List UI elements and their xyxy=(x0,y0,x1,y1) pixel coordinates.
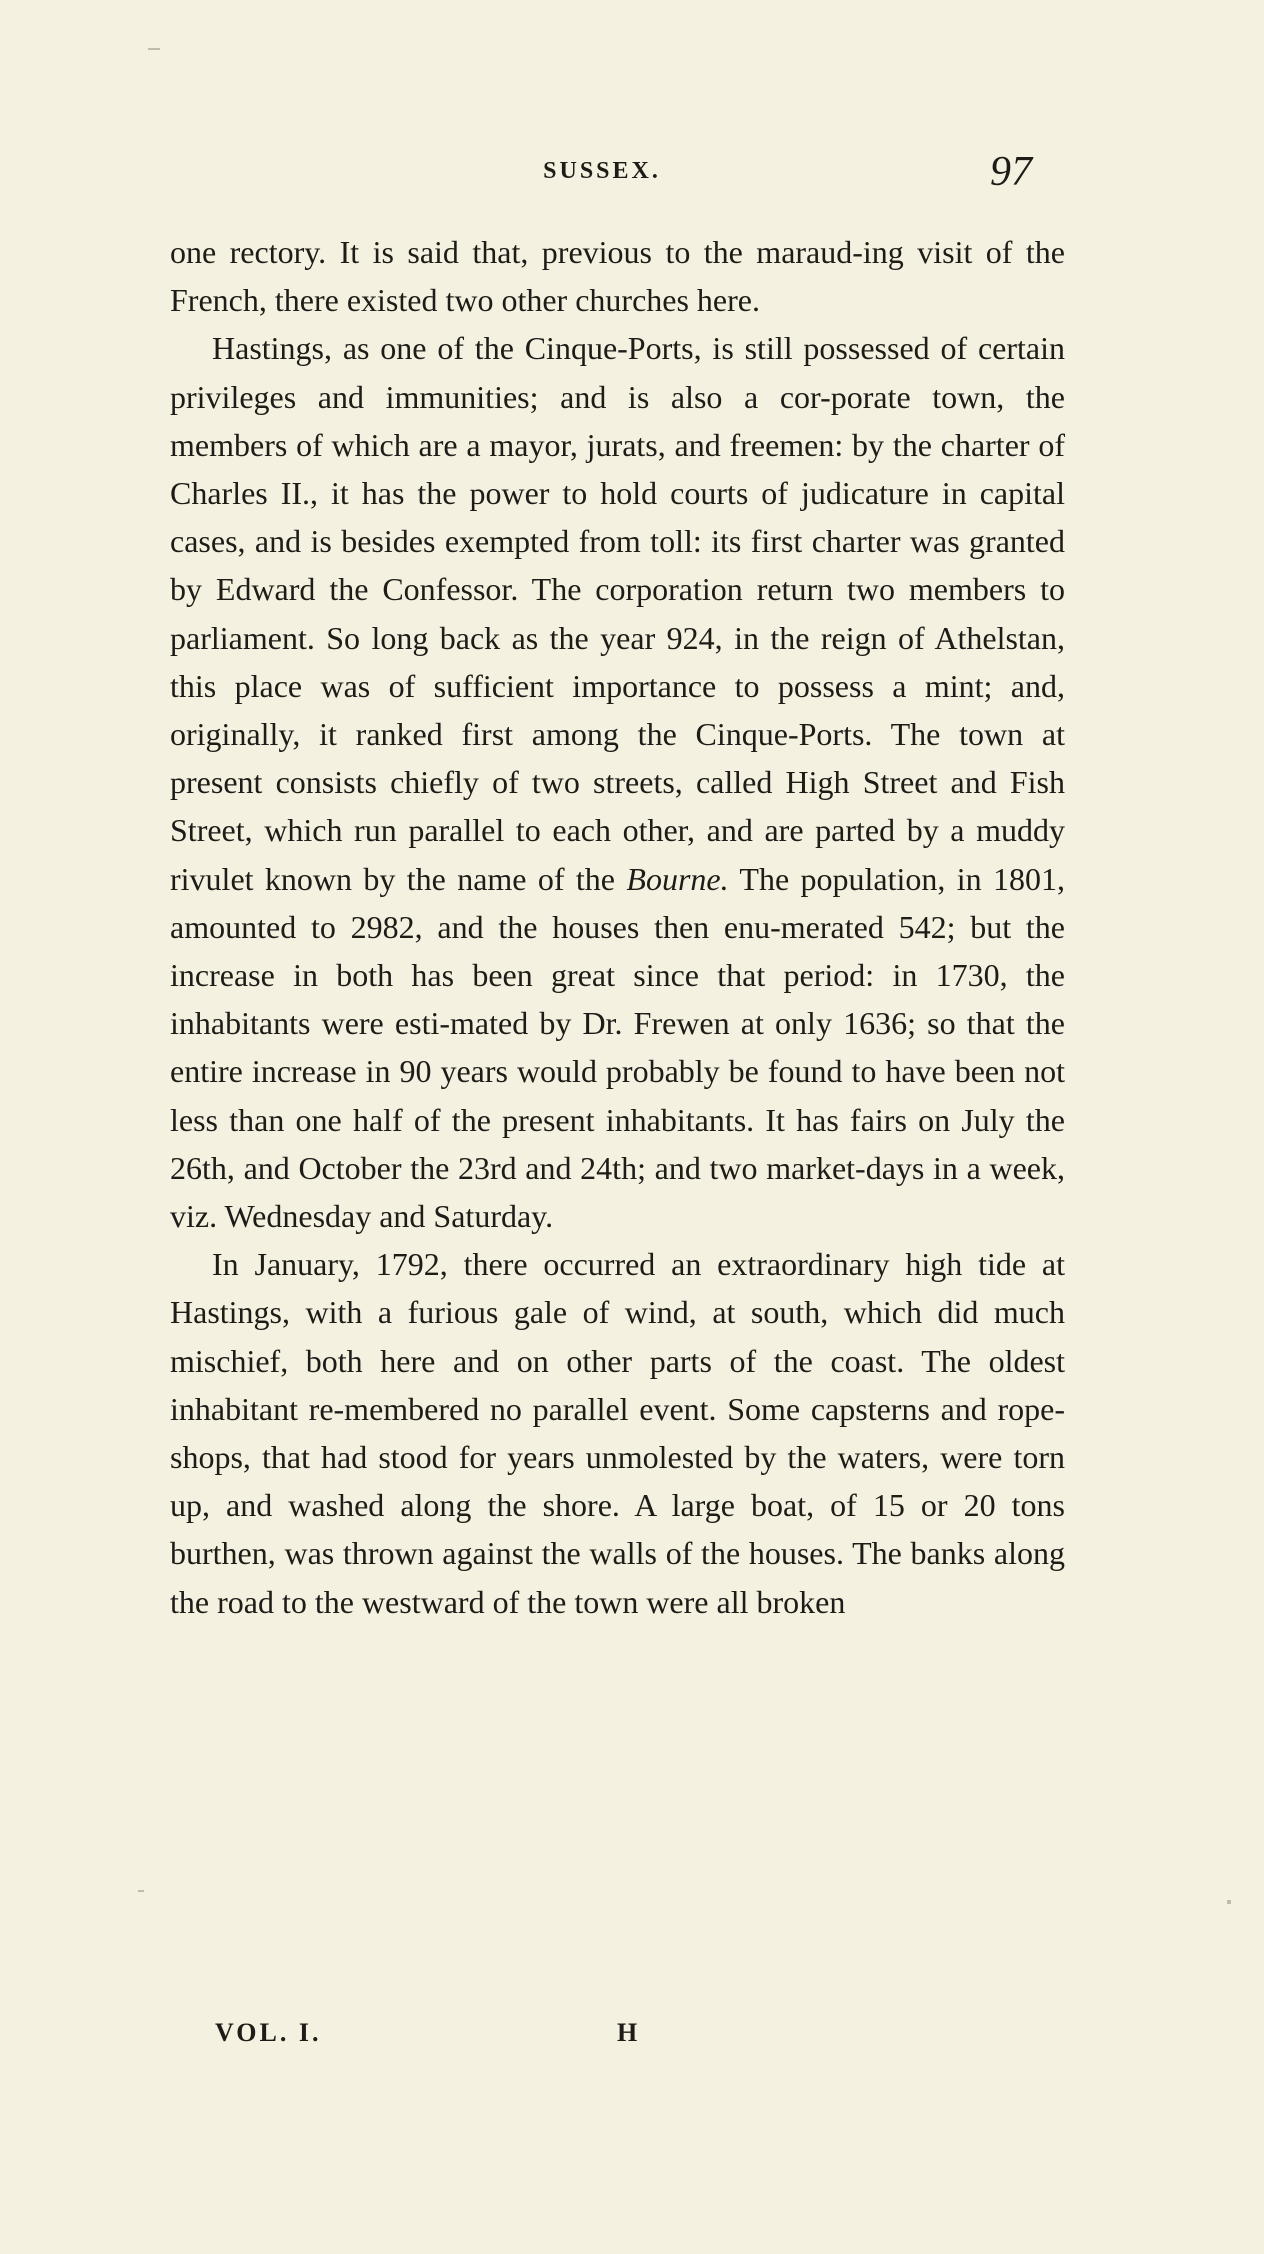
paragraph-2 xyxy=(170,324,1065,1240)
signature-mark: H xyxy=(617,2018,638,2047)
paper-speck xyxy=(148,48,160,50)
paragraph-3: In January, 1792, there occurred an extraordinary high tide at Hastings, with a furious gale of wind, at south, which did much mischief, both here and on other parts of the coast. The oldest inhabitant re-membered no parallel event. Some capsterns and rope-shops, that had stood for years unmolested by the waters, were torn up, and washed along the shore. A large boat, of 15 or 20 tons burthen, was thrown against the walls of the houses. The banks along the road to the westward of the town were all broken xyxy=(170,1246,1065,1620)
volume-mark: VOL. I. xyxy=(215,2018,322,2047)
paragraph-2-text-a: Hastings, as one of the Cinque-Ports, is still possessed of certain privileges and immunities; and is also a cor-porate town, the members of which are a mayor, jurats, and freemen: by the charter of Charles II., it has the power to hold courts of judicature in capital cases, and is besides exempted from toll: its first charter was granted by Edward the Confessor. The corporation return two members to parliament. So long back as the year 924, in the reign of Athelstan, this place was of sufficient importance to possess a mint; and, originally, it ranked first among the Cinque-Ports. The town at present consists chiefly of two streets, called High Street and Fish Street, which run parallel to each other, and are parted by a muddy rivulet known by the name of the xyxy=(170,330,1065,897)
running-title: SUSSEX. xyxy=(543,158,661,184)
paper-speck xyxy=(1227,1900,1231,1904)
river-name: Bourne. xyxy=(626,860,729,897)
paragraph-1: one rectory. It is said that, previous to the maraud-ing visit of the French, there existed two other churches here. xyxy=(170,234,1065,319)
paragraph-2-text-b: The population, in 1801, amounted to 2982, and the houses then enu-merated 542; but the increase in both has been great since that period: in 1730, the inhabitants were esti-mated by Dr. Frewen at only 1636; so that the entire increase in 90 years would probably be found to have been not less than one half of the present inhabitants. It has fairs on July the 26th, and October the 23rd and 24th; and two market-days in a week, viz. Wednesday and Saturday. xyxy=(170,860,1066,1235)
paper-speck xyxy=(138,1890,144,1892)
page-number: 97 xyxy=(990,149,1032,195)
body-text xyxy=(170,228,1065,1626)
